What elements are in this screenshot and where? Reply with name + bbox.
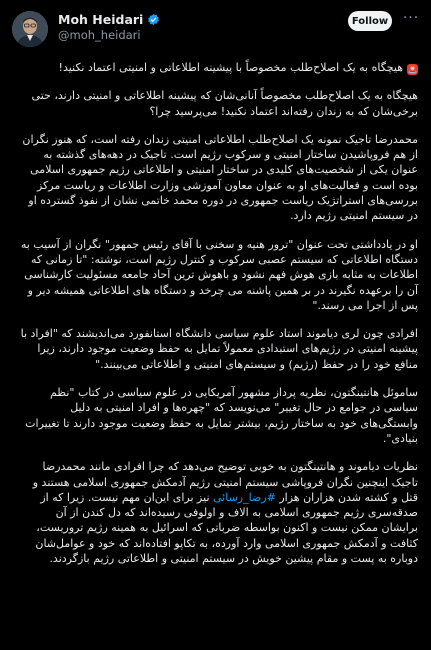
police-light-icon: 🚨 — [407, 65, 418, 74]
avatar[interactable] — [12, 11, 48, 47]
tweet-paragraph-4: افرادی چون لری دیاموند استاد علوم سیاسی دانشگاه استانفورد می‌اندیشند که "افراد با پیشینه امنیتی در رژیم‌های استبدادی معمولاً تمایل به حفظ وضعیت موجود دارند، زیرا منافع خود را در حفظ (رژیم) و سیستم‌های امنیتی و اطلاعاتی می‌بینند." — [20, 327, 418, 371]
verified-badge-icon — [147, 13, 160, 26]
tweet-text — [18, 60, 418, 579]
hashtag-link[interactable]: #رضا_رسائی — [213, 490, 276, 504]
avatar-image — [12, 11, 48, 47]
tweet-paragraph-2: محمدرضا تاجیک نمونه یک اصلاح‌طلب اطلاعاتی امنیتی زندان رفته است، که هنوز نگران از هم فروپاشیدن ساختار امنیتی و سرکوب رژیم است. تاجیک در دهه‌های گذشته به عنوان یکی از شخصیت‌های کلیدی در ساختار امنیتی و اطلاعاتی رژیم جمهوری اسلامی بوده است و فعالیت‌های او به عنوان معاون آموزشی وزارت اطلاعات و ریاست مرکز بررسی‌های استراتژیک ریاست جمهوری در دوره محمد خاتمی نشان از نفوذ گسترده او در سیستم امنیتی رژیم دارد. — [22, 132, 418, 223]
display-name-text: Moh Heidari — [58, 12, 144, 27]
tweet-headline — [18, 60, 418, 75]
tweet-paragraph-5: ساموئل هانتینگتون، نظریه پرداز مشهور آمریکایی در علوم سیاسی در کتاب "نظم سیاسی در جوامع در حال تغییر" می‌نویسد که "چهره‌ها و افراد امنیتی به دلیل وابستگی‌های خود به ساختار رژیم، بیشتر تمایل به حفظ وضعیت موجود دارند تا تغییرات بنیادی". — [25, 386, 418, 445]
tweet-header — [0, 0, 431, 50]
headline-text: هیچگاه به یک اصلاح‌طلب مخصوصاً با پیشینه اطلاعاتی و امنیتی اعتماد نکنید! — [58, 61, 403, 74]
paragraph-6-part-a: نظریات دیاموند و هانتینگتون به خوبی توضیح می‌دهد که چرا افرادی مانند محمدرضا تاجیک اینچنین نگران فروپاشی سیستم امنیتی رژیم آدمکش جمهوری اسلامی هستند و قتل و کشته شدن هزاران هزار — [32, 460, 418, 504]
more-options-icon[interactable]: ··· — [402, 10, 420, 26]
user-handle[interactable]: @moh_heidari — [58, 28, 141, 42]
tweet-paragraph-3: او در یادداشتی تحت عنوان "ترور هنیه و سخنی با آقای رئیس جمهور" نگران از آسیب به دستگاه اطلاعاتی که سیستم عصبی سرکوب و کنترل رژیم است، نوشته: "تا زمانی که اطلاعات به مثابه بازی هوش فهم نشود و باهوش ترین آحاد جامعه مسئولیت کارشناسی آن را برعهده نگیرند در بر همین پاشنه می چرخد و دستگاه های اطلاعاتی همیشه دیر و پس از اجرا می رسند." — [20, 237, 418, 312]
paragraph-6-part-b: نیز برای این‌ان مهم نیست. زیرا که از صدقه‌سری رژیم جمهوری اسلامی به الاف و اولوفی رسیده‌اند که دل کندن از آن برایشان ممکن نیست و اکنون بواسطه ضرباتی که اسرائیل به همینه رژیم تروریست، کثافت و آدمکش جمهوری اسلامی وارد آورده، به تکاپو افتاده‌اند که خود و عوامل‌شان دوباره به پست و مقام پیشین خویش در سیستم امنیتی و اطلاعاتی رژیم بازگردند. — [35, 490, 418, 566]
display-name[interactable] — [58, 12, 160, 27]
tweet-paragraph-1: هیچگاه به یک اصلاح‌طلب مخصوصاً آنانی‌شان که پیشینه اطلاعاتی و امنیتی دارند، حتی برخی‌شان که به زندان رفته‌اند اعتماد نکنید! می‌پرسید چرا؟ — [31, 89, 418, 118]
tweet-paragraph-6 — [18, 459, 418, 566]
follow-button[interactable]: Follow — [348, 11, 392, 31]
